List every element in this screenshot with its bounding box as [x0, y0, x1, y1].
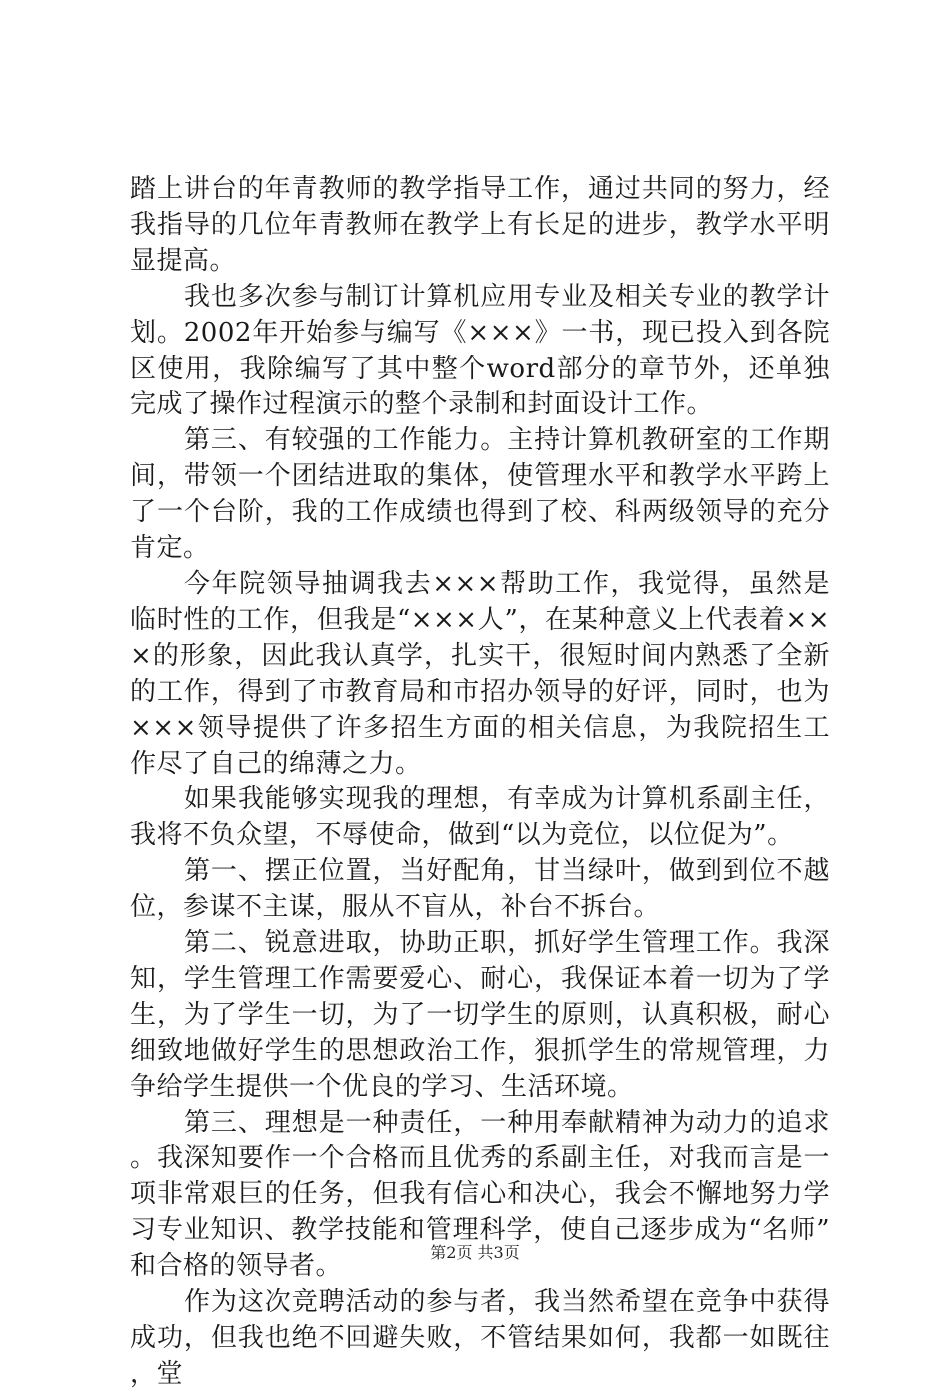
paragraph-2: 我也多次参与制订计算机应用专业及相关专业的教学计划。2002年开始参与编写《×××》一书，现已投入到各院区使用，我除编写了其中整个word部分的章节外，还单独完成了操作过程演示的整个录制和封面设计工作。 — [130, 281, 830, 420]
paragraph-7: 第二、锐意进取，协助正职，抓好学生管理工作。我深知，学生管理工作需要爱心、耐心，我保证本着一切为了学生，为了学生一切，为了一切学生的原则，认真积极，耐心细致地做好学生的思想政治工作，狠抓学生的常规管理，力争给学生提供一个优良的学习、生活环境。 — [130, 928, 830, 1102]
paragraph-4: 今年院领导抽调我去×××帮助工作，我觉得，虽然是临时性的工作，但我是“×××人”，在某种意义上代表着×××的形象，因此我认真学，扎实干，很短时间内熟悉了全新的工作，得到了市教育局和市招办领导的好评，同时，也为×××领导提供了许多招生方面的相关信息，为我院招生工作尽了自己的绵薄之力。 — [130, 568, 830, 779]
document-body — [130, 172, 830, 1393]
page-number-footer: 第2页 共3页 — [430, 1243, 520, 1262]
paragraph-9: 作为这次竞聘活动的参与者，我当然希望在竞争中获得成功，但我也绝不回避失败，不管结果如何，我都一如既往，堂 — [130, 1287, 830, 1389]
paragraph-6: 第一、摆正位置，当好配角，甘当绿叶，做到到位不越位，参谋不主谋，服从不盲从，补台不拆台。 — [130, 856, 830, 923]
paragraph-3: 第三、有较强的工作能力。主持计算机教研室的工作期间，带领一个团结进取的集体，使管理水平和教学水平跨上了一个台阶，我的工作成绩也得到了校、科两级领导的充分肯定。 — [130, 425, 830, 564]
paragraph-8: 第三、理想是一种责任，一种用奉献精神为动力的追求。我深知要作一个合格而且优秀的系副主任，对我而言是一项非常艰巨的任务，但我有信心和决心，我会不懈地努力学习专业知识、教学技能和管理科学，使自己逐步成为“名师”和合格的领导者。 — [130, 1107, 830, 1282]
paragraph-5: 如果我能够实现我的理想，有幸成为计算机系副主任，我将不负众望，不辱使命，做到“以为竞位，以位促为”。 — [130, 784, 830, 851]
paragraph-1: 踏上讲台的年青教师的教学指导工作，通过共同的努力，经我指导的几位年青教师在教学上有长足的进步，教学水平明显提高。 — [130, 174, 830, 276]
